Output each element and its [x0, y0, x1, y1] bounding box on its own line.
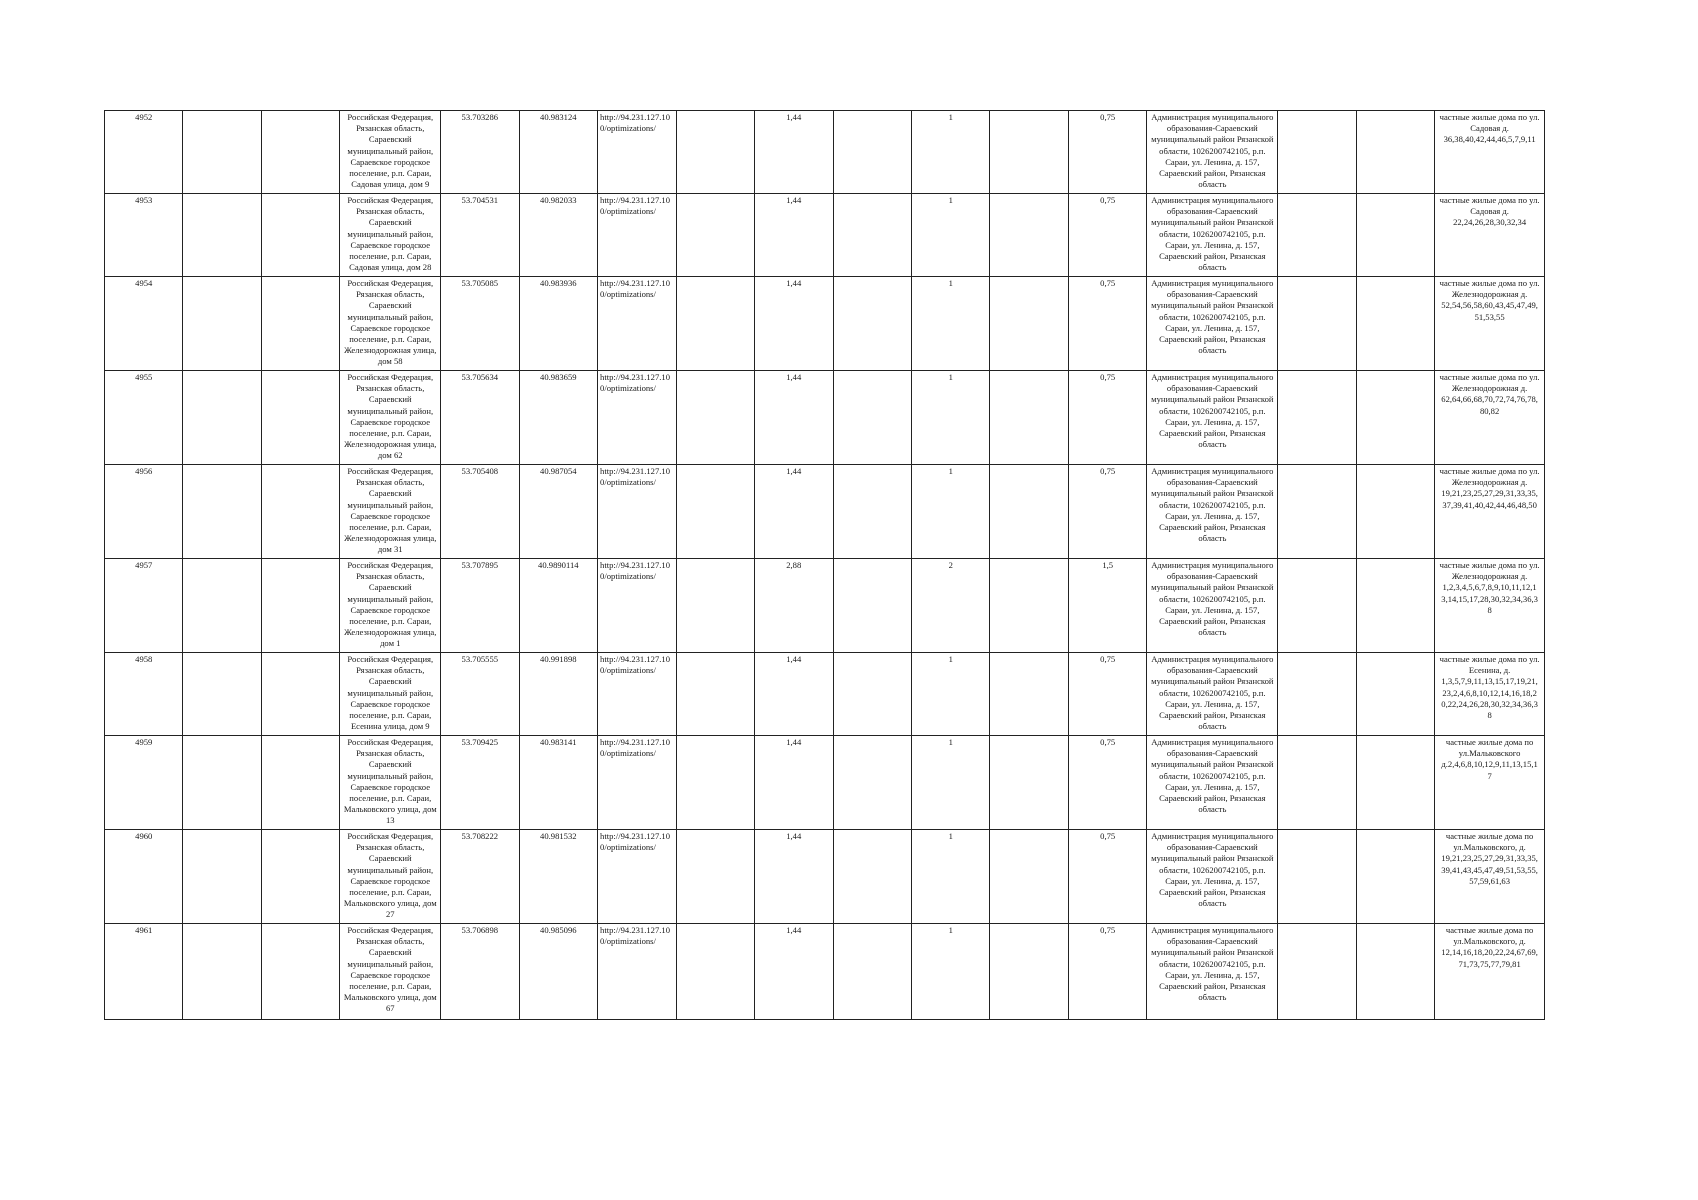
empty-cell: [183, 277, 261, 371]
row-number: 4960: [105, 830, 183, 924]
longitude-cell: 40.9890114: [519, 559, 597, 653]
empty-cell: [183, 653, 261, 736]
houses-served-cell: частные жилые дома по ул.Мальковского, д. 19,21,23,25,27,29,31,33,35, 39,41,43,45,47,49,51,53,55, 57,59,61,63: [1435, 830, 1545, 924]
empty-cell: [261, 194, 339, 277]
longitude-cell: 40.983141: [519, 736, 597, 830]
area-cell: 1,44: [755, 194, 833, 277]
empty-cell: [261, 465, 339, 559]
row-number: 4958: [105, 653, 183, 736]
link-cell[interactable]: http://94.231.127.10 0/optimizations/: [598, 736, 676, 830]
table-row: [105, 465, 1545, 559]
empty-cell: [1356, 559, 1434, 653]
houses-served-cell: частные жилые дома по ул. Железнодорожная д. 1,2,3,4,5,6,7,8,9,10,11,12,1 3,14,15,17,28,30,32,34,36,3 8: [1435, 559, 1545, 653]
container-sites-table: [104, 110, 1545, 1020]
owner-cell: Администрация муниципального образования-Сараевский муниципальный район Рязанской области, 1026200742105, р.п. Сараи, ул. Ленина, д. 157, Сараевский район, Рязанская область: [1147, 277, 1278, 371]
empty-cell: [990, 465, 1068, 559]
owner-cell: Администрация муниципального образования-Сараевский муниципальный район Рязанской области, 1026200742105, р.п. Сараи, ул. Ленина, д. 157, Сараевский район, Рязанская область: [1147, 111, 1278, 194]
container-count-cell: 1: [911, 465, 989, 559]
empty-cell: [833, 194, 911, 277]
empty-cell: [261, 277, 339, 371]
houses-served-cell: частные жилые дома по ул.Мальковского, д. 12,14,16,18,20,22,24,67,69, 71,73,75,77,79,81: [1435, 924, 1545, 1020]
link-cell[interactable]: http://94.231.127.10 0/optimizations/: [598, 924, 676, 1020]
address-cell: Российская Федерация, Рязанская область, Сараевский муниципальный район, Сараевское городское поселение, р.п. Сараи, Железнодорожная улица, дом 62: [340, 371, 441, 465]
empty-cell: [833, 830, 911, 924]
empty-cell: [676, 194, 754, 277]
area-cell: 1,44: [755, 371, 833, 465]
table-row: [105, 371, 1545, 465]
empty-cell: [676, 653, 754, 736]
latitude-cell: 53.708222: [441, 830, 519, 924]
longitude-cell: 40.983124: [519, 111, 597, 194]
empty-cell: [990, 194, 1068, 277]
empty-cell: [183, 559, 261, 653]
latitude-cell: 53.709425: [441, 736, 519, 830]
houses-served-cell: частные жилые дома по ул. Есенина, д. 1,3,5,7,9,11,13,15,17,19,21, 23,2,4,6,8,10,12,14,16,18,2 0,22,24,26,28,30,32,34,36,3 8: [1435, 653, 1545, 736]
volume-cell: 0,75: [1068, 653, 1146, 736]
table-row: [105, 736, 1545, 830]
empty-cell: [1278, 559, 1356, 653]
volume-cell: 0,75: [1068, 111, 1146, 194]
volume-cell: 0,75: [1068, 371, 1146, 465]
empty-cell: [1278, 277, 1356, 371]
empty-cell: [990, 736, 1068, 830]
latitude-cell: 53.703286: [441, 111, 519, 194]
empty-cell: [183, 830, 261, 924]
empty-cell: [833, 653, 911, 736]
empty-cell: [183, 371, 261, 465]
address-cell: Российская Федерация, Рязанская область, Сараевский муниципальный район, Сараевское городское поселение, р.п. Сараи, Есенина улица, дом 9: [340, 653, 441, 736]
latitude-cell: 53.705634: [441, 371, 519, 465]
container-count-cell: 1: [911, 277, 989, 371]
empty-cell: [261, 736, 339, 830]
empty-cell: [183, 736, 261, 830]
volume-cell: 0,75: [1068, 924, 1146, 1020]
empty-cell: [676, 830, 754, 924]
empty-cell: [183, 465, 261, 559]
area-cell: 1,44: [755, 111, 833, 194]
table-row: [105, 111, 1545, 194]
empty-cell: [261, 830, 339, 924]
table-row: [105, 559, 1545, 653]
latitude-cell: 53.704531: [441, 194, 519, 277]
table-row: [105, 924, 1545, 1020]
container-count-cell: 2: [911, 559, 989, 653]
empty-cell: [1356, 736, 1434, 830]
houses-served-cell: частные жилые дома по ул.Мальковского д.2,4,6,8,10,12,9,11,13,15,1 7: [1435, 736, 1545, 830]
longitude-cell: 40.985096: [519, 924, 597, 1020]
row-number: 4959: [105, 736, 183, 830]
empty-cell: [833, 559, 911, 653]
empty-cell: [183, 111, 261, 194]
row-number: 4954: [105, 277, 183, 371]
empty-cell: [1278, 111, 1356, 194]
owner-cell: Администрация муниципального образования-Сараевский муниципальный район Рязанской области, 1026200742105, р.п. Сараи, ул. Ленина, д. 157, Сараевский район, Рязанская область: [1147, 194, 1278, 277]
area-cell: 1,44: [755, 465, 833, 559]
row-number: 4955: [105, 371, 183, 465]
empty-cell: [676, 559, 754, 653]
address-cell: Российская Федерация, Рязанская область, Сараевский муниципальный район, Сараевское городское поселение, р.п. Сараи, Железнодорожная улица, дом 58: [340, 277, 441, 371]
link-cell[interactable]: http://94.231.127.10 0/optimizations/: [598, 830, 676, 924]
houses-served-cell: частные жилые дома по ул. Садовая д. 22,24,26,28,30,32,34: [1435, 194, 1545, 277]
address-cell: Российская Федерация, Рязанская область, Сараевский муниципальный район, Сараевское городское поселение, р.п. Сараи, Садовая улица, дом 28: [340, 194, 441, 277]
empty-cell: [990, 653, 1068, 736]
empty-cell: [676, 465, 754, 559]
empty-cell: [1356, 194, 1434, 277]
volume-cell: 0,75: [1068, 194, 1146, 277]
empty-cell: [990, 371, 1068, 465]
empty-cell: [1356, 924, 1434, 1020]
empty-cell: [261, 653, 339, 736]
empty-cell: [261, 559, 339, 653]
empty-cell: [676, 277, 754, 371]
empty-cell: [1278, 924, 1356, 1020]
latitude-cell: 53.705085: [441, 277, 519, 371]
table-row: [105, 830, 1545, 924]
latitude-cell: 53.705408: [441, 465, 519, 559]
empty-cell: [833, 111, 911, 194]
row-number: 4952: [105, 111, 183, 194]
container-count-cell: 1: [911, 736, 989, 830]
houses-served-cell: частные жилые дома по ул. Железнодорожная д. 62,64,66,68,70,72,74,76,78, 80,82: [1435, 371, 1545, 465]
container-count-cell: 1: [911, 653, 989, 736]
table-row: [105, 194, 1545, 277]
empty-cell: [1278, 736, 1356, 830]
owner-cell: Администрация муниципального образования-Сараевский муниципальный район Рязанской области, 1026200742105, р.п. Сараи, ул. Ленина, д. 157, Сараевский район, Рязанская область: [1147, 465, 1278, 559]
empty-cell: [1278, 830, 1356, 924]
address-cell: Российская Федерация, Рязанская область, Сараевский муниципальный район, Сараевское городское поселение, р.п. Сараи, Мальковского улица, дом 27: [340, 830, 441, 924]
latitude-cell: 53.705555: [441, 653, 519, 736]
table-row: [105, 277, 1545, 371]
table-body: [105, 111, 1545, 1020]
empty-cell: [676, 111, 754, 194]
empty-cell: [183, 194, 261, 277]
address-cell: Российская Федерация, Рязанская область, Сараевский муниципальный район, Сараевское городское поселение, р.п. Сараи, Мальковского улица, дом 13: [340, 736, 441, 830]
longitude-cell: 40.982033: [519, 194, 597, 277]
empty-cell: [833, 736, 911, 830]
empty-cell: [1356, 111, 1434, 194]
empty-cell: [1356, 277, 1434, 371]
container-count-cell: 1: [911, 924, 989, 1020]
volume-cell: 1,5: [1068, 559, 1146, 653]
area-cell: 1,44: [755, 924, 833, 1020]
link-cell[interactable]: http://94.231.127.10 0/optimizations/: [598, 371, 676, 465]
owner-cell: Администрация муниципального образования-Сараевский муниципальный район Рязанской области, 1026200742105, р.п. Сараи, ул. Ленина, д. 157, Сараевский район, Рязанская область: [1147, 653, 1278, 736]
volume-cell: 0,75: [1068, 830, 1146, 924]
table-row: [105, 653, 1545, 736]
empty-cell: [261, 924, 339, 1020]
address-cell: Российская Федерация, Рязанская область, Сараевский муниципальный район, Сараевское городское поселение, р.п. Сараи, Мальковского улица, дом 67: [340, 924, 441, 1020]
link-cell[interactable]: http://94.231.127.10 0/optimizations/: [598, 111, 676, 194]
container-count-cell: 1: [911, 371, 989, 465]
owner-cell: Администрация муниципального образования-Сараевский муниципальный район Рязанской области, 1026200742105, р.п. Сараи, ул. Ленина, д. 157, Сараевский район, Рязанская область: [1147, 559, 1278, 653]
empty-cell: [833, 371, 911, 465]
area-cell: 1,44: [755, 653, 833, 736]
houses-served-cell: частные жилые дома по ул. Садовая д. 36,38,40,42,44,46,5,7,9,11: [1435, 111, 1545, 194]
link-cell[interactable]: http://94.231.127.10 0/optimizations/: [598, 653, 676, 736]
volume-cell: 0,75: [1068, 465, 1146, 559]
houses-served-cell: частные жилые дома по ул. Железнодорожная д. 19,21,23,25,27,29,31,33,35, 37,39,41,40,42,44,46,48,50: [1435, 465, 1545, 559]
empty-cell: [261, 111, 339, 194]
area-cell: 1,44: [755, 736, 833, 830]
latitude-cell: 53.706898: [441, 924, 519, 1020]
row-number: 4957: [105, 559, 183, 653]
empty-cell: [183, 924, 261, 1020]
owner-cell: Администрация муниципального образования-Сараевский муниципальный район Рязанской области, 1026200742105, р.п. Сараи, ул. Ленина, д. 157, Сараевский район, Рязанская область: [1147, 830, 1278, 924]
empty-cell: [1356, 465, 1434, 559]
empty-cell: [1278, 371, 1356, 465]
longitude-cell: 40.991898: [519, 653, 597, 736]
longitude-cell: 40.983659: [519, 371, 597, 465]
address-cell: Российская Федерация, Рязанская область, Сараевский муниципальный район, Сараевское городское поселение, р.п. Сараи, Железнодорожная улица, дом 1: [340, 559, 441, 653]
volume-cell: 0,75: [1068, 736, 1146, 830]
empty-cell: [990, 924, 1068, 1020]
owner-cell: Администрация муниципального образования-Сараевский муниципальный район Рязанской области, 1026200742105, р.п. Сараи, ул. Ленина, д. 157, Сараевский район, Рязанская область: [1147, 736, 1278, 830]
area-cell: 1,44: [755, 277, 833, 371]
row-number: 4953: [105, 194, 183, 277]
volume-cell: 0,75: [1068, 277, 1146, 371]
container-count-cell: 1: [911, 194, 989, 277]
longitude-cell: 40.983936: [519, 277, 597, 371]
empty-cell: [261, 371, 339, 465]
empty-cell: [833, 924, 911, 1020]
empty-cell: [990, 559, 1068, 653]
owner-cell: Администрация муниципального образования-Сараевский муниципальный район Рязанской области, 1026200742105, р.п. Сараи, ул. Ленина, д. 157, Сараевский район, Рязанская область: [1147, 924, 1278, 1020]
link-cell[interactable]: http://94.231.127.10 0/optimizations/: [598, 194, 676, 277]
empty-cell: [1278, 653, 1356, 736]
link-cell[interactable]: http://94.231.127.10 0/optimizations/: [598, 277, 676, 371]
area-cell: 2,88: [755, 559, 833, 653]
empty-cell: [1356, 830, 1434, 924]
empty-cell: [676, 736, 754, 830]
empty-cell: [1278, 465, 1356, 559]
container-count-cell: 1: [911, 111, 989, 194]
owner-cell: Администрация муниципального образования-Сараевский муниципальный район Рязанской области, 1026200742105, р.п. Сараи, ул. Ленина, д. 157, Сараевский район, Рязанская область: [1147, 371, 1278, 465]
container-count-cell: 1: [911, 830, 989, 924]
empty-cell: [833, 277, 911, 371]
empty-cell: [990, 111, 1068, 194]
longitude-cell: 40.987054: [519, 465, 597, 559]
empty-cell: [1356, 653, 1434, 736]
link-cell[interactable]: http://94.231.127.10 0/optimizations/: [598, 559, 676, 653]
empty-cell: [1278, 194, 1356, 277]
empty-cell: [833, 465, 911, 559]
link-cell[interactable]: http://94.231.127.10 0/optimizations/: [598, 465, 676, 559]
longitude-cell: 40.981532: [519, 830, 597, 924]
empty-cell: [676, 371, 754, 465]
empty-cell: [990, 277, 1068, 371]
row-number: 4961: [105, 924, 183, 1020]
empty-cell: [990, 830, 1068, 924]
houses-served-cell: частные жилые дома по ул. Железнодорожная д. 52,54,56,58,60,43,45,47,49, 51,53,55: [1435, 277, 1545, 371]
latitude-cell: 53.707895: [441, 559, 519, 653]
area-cell: 1,44: [755, 830, 833, 924]
address-cell: Российская Федерация, Рязанская область, Сараевский муниципальный район, Сараевское городское поселение, р.п. Сараи, Садовая улица, дом 9: [340, 111, 441, 194]
address-cell: Российская Федерация, Рязанская область, Сараевский муниципальный район, Сараевское городское поселение, р.п. Сараи, Железнодорожная улица, дом 31: [340, 465, 441, 559]
row-number: 4956: [105, 465, 183, 559]
empty-cell: [676, 924, 754, 1020]
empty-cell: [1356, 371, 1434, 465]
